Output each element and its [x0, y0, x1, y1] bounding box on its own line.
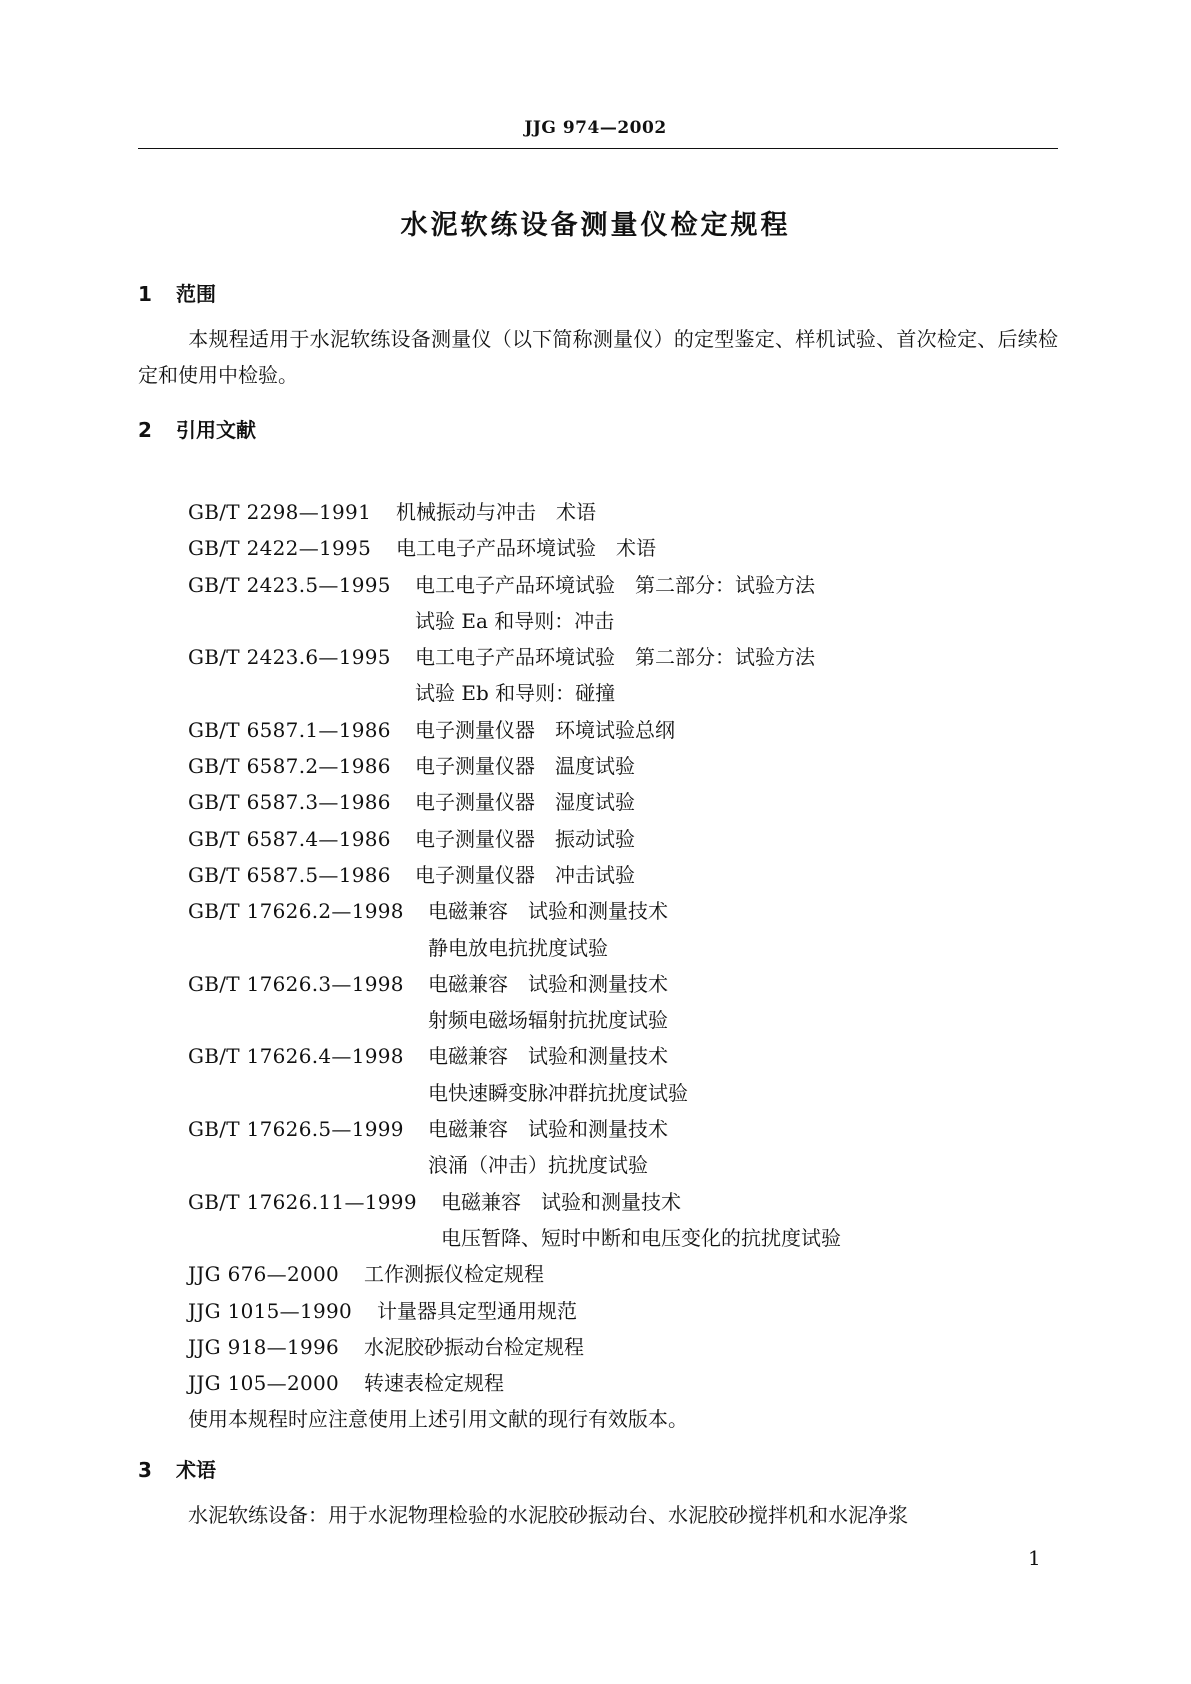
reference-title-continuation: 静电放电抗扰度试验 [428, 935, 608, 960]
reference-item [188, 748, 1058, 784]
reference-title-continuation: 电压暂降、短时中断和电压变化的抗扰度试验 [441, 1225, 841, 1250]
reference-title-continuation: 电快速瞬变脉冲群抗扰度试验 [428, 1080, 688, 1105]
reference-code: GB/T 17626.3—1998 [188, 971, 404, 996]
reference-code: GB/T 2298—1991 [188, 500, 372, 524]
paragraph-text: 本规程适用于水泥软练设备测量仪（以下简称测量仪）的定型鉴定、样机试验、首次检定、后续检定和使用中检验。 [138, 327, 1058, 387]
reference-code: GB/T 17626.5—1999 [188, 1117, 404, 1142]
reference-item [188, 639, 1058, 675]
reference-title: 电磁兼容 试验和测量技术 [428, 1117, 668, 1142]
reference-code: GB/T 6587.1—1986 [188, 717, 391, 742]
reference-item [188, 567, 1058, 603]
paragraph-text: 水泥软练设备：用于水泥物理检验的水泥胶砂振动台、水泥胶砂搅拌机和水泥净浆 [188, 1503, 908, 1527]
reference-item [188, 1256, 1058, 1292]
section-title: 术语 [176, 1458, 216, 1482]
section-number: 1 [138, 282, 152, 306]
reference-code: JJG 676—2000 [188, 1262, 340, 1287]
reference-title-continuation: 射频电磁场辐射抗扰度试验 [428, 1008, 668, 1033]
section-3-heading [138, 1454, 216, 1483]
reference-title: 机械振动与冲击 术语 [396, 500, 596, 524]
reference-item [188, 712, 1058, 748]
reference-title: 工作测振仪检定规程 [364, 1262, 544, 1287]
reference-item [188, 1184, 1058, 1220]
reference-item-continuation [188, 1220, 1058, 1256]
reference-item [188, 494, 1058, 530]
reference-title-continuation: 试验 Ea 和导则：冲击 [415, 608, 615, 633]
page-number: 1 [1028, 1546, 1041, 1570]
section-title: 引用文献 [176, 418, 256, 442]
reference-title: 水泥胶砂振动台检定规程 [364, 1334, 584, 1359]
reference-title: 电工电子产品环境试验 术语 [396, 536, 656, 561]
reference-title: 计量器具定型通用规范 [377, 1298, 577, 1323]
reference-code: JJG 918—1996 [188, 1334, 340, 1359]
reference-code: GB/T 6587.4—1986 [188, 826, 391, 851]
reference-title: 电磁兼容 试验和测量技术 [428, 971, 668, 996]
section-2-heading [138, 414, 256, 443]
reference-title-continuation: 浪涌（冲击）抗扰度试验 [428, 1153, 648, 1178]
reference-title-continuation: 试验 Eb 和导则：碰撞 [415, 681, 616, 706]
reference-code: GB/T 2423.6—1995 [188, 645, 391, 670]
reference-code: GB/T 2422—1995 [188, 536, 372, 561]
reference-item-continuation [188, 1002, 1058, 1038]
reference-code: GB/T 17626.4—1998 [188, 1044, 404, 1069]
reference-item [188, 530, 1058, 566]
reference-title: 电磁兼容 试验和测量技术 [428, 899, 668, 924]
reference-item [188, 966, 1058, 1002]
reference-code: GB/T 6587.2—1986 [188, 754, 391, 779]
reference-item [188, 821, 1058, 857]
reference-code: GB/T 2423.5—1995 [188, 572, 391, 597]
reference-item [188, 857, 1058, 893]
reference-title: 电子测量仪器 温度试验 [415, 754, 635, 779]
reference-item [188, 1329, 1058, 1365]
section-number: 2 [138, 418, 152, 442]
reference-title: 电子测量仪器 环境试验总纲 [415, 717, 675, 742]
standard-number-header: JJG 974—2002 [524, 118, 667, 138]
section-3-paragraph [188, 1497, 1058, 1533]
section-number: 3 [138, 1458, 152, 1482]
section-1-heading [138, 278, 216, 307]
reference-title: 电子测量仪器 振动试验 [415, 826, 635, 851]
reference-item [188, 784, 1058, 820]
reference-item-continuation [188, 1147, 1058, 1183]
reference-title: 电子测量仪器 湿度试验 [415, 790, 635, 815]
reference-code: GB/T 6587.3—1986 [188, 790, 391, 815]
reference-item [188, 893, 1058, 929]
reference-list [188, 494, 1058, 1438]
document-title: 水泥软练设备测量仪检定规程 [400, 210, 791, 241]
reference-title: 电磁兼容 试验和测量技术 [428, 1044, 668, 1069]
reference-item-continuation [188, 675, 1058, 711]
reference-code: JJG 1015—1990 [188, 1298, 353, 1323]
header-rule [138, 148, 1058, 149]
reference-title: 电工电子产品环境试验 第二部分：试验方法 [415, 645, 815, 670]
reference-code: GB/T 6587.5—1986 [188, 862, 391, 887]
reference-item-continuation [188, 1075, 1058, 1111]
reference-note: 使用本规程时应注意使用上述引用文献的现行有效版本。 [188, 1407, 688, 1432]
reference-code: GB/T 17626.11—1999 [188, 1189, 417, 1214]
reference-item-continuation [188, 930, 1058, 966]
reference-title: 电工电子产品环境试验 第二部分：试验方法 [415, 572, 815, 597]
reference-item [188, 1293, 1058, 1329]
reference-title: 转速表检定规程 [364, 1371, 504, 1396]
reference-code: GB/T 17626.2—1998 [188, 899, 404, 924]
reference-item [188, 1365, 1058, 1401]
section-title: 范围 [176, 282, 216, 306]
reference-item [188, 1111, 1058, 1147]
reference-item [188, 1038, 1058, 1074]
section-1-paragraph [138, 321, 1058, 393]
reference-code: JJG 105—2000 [188, 1371, 340, 1396]
reference-item-continuation [188, 603, 1058, 639]
reference-title: 电子测量仪器 冲击试验 [415, 862, 635, 887]
reference-title: 电磁兼容 试验和测量技术 [441, 1189, 681, 1214]
